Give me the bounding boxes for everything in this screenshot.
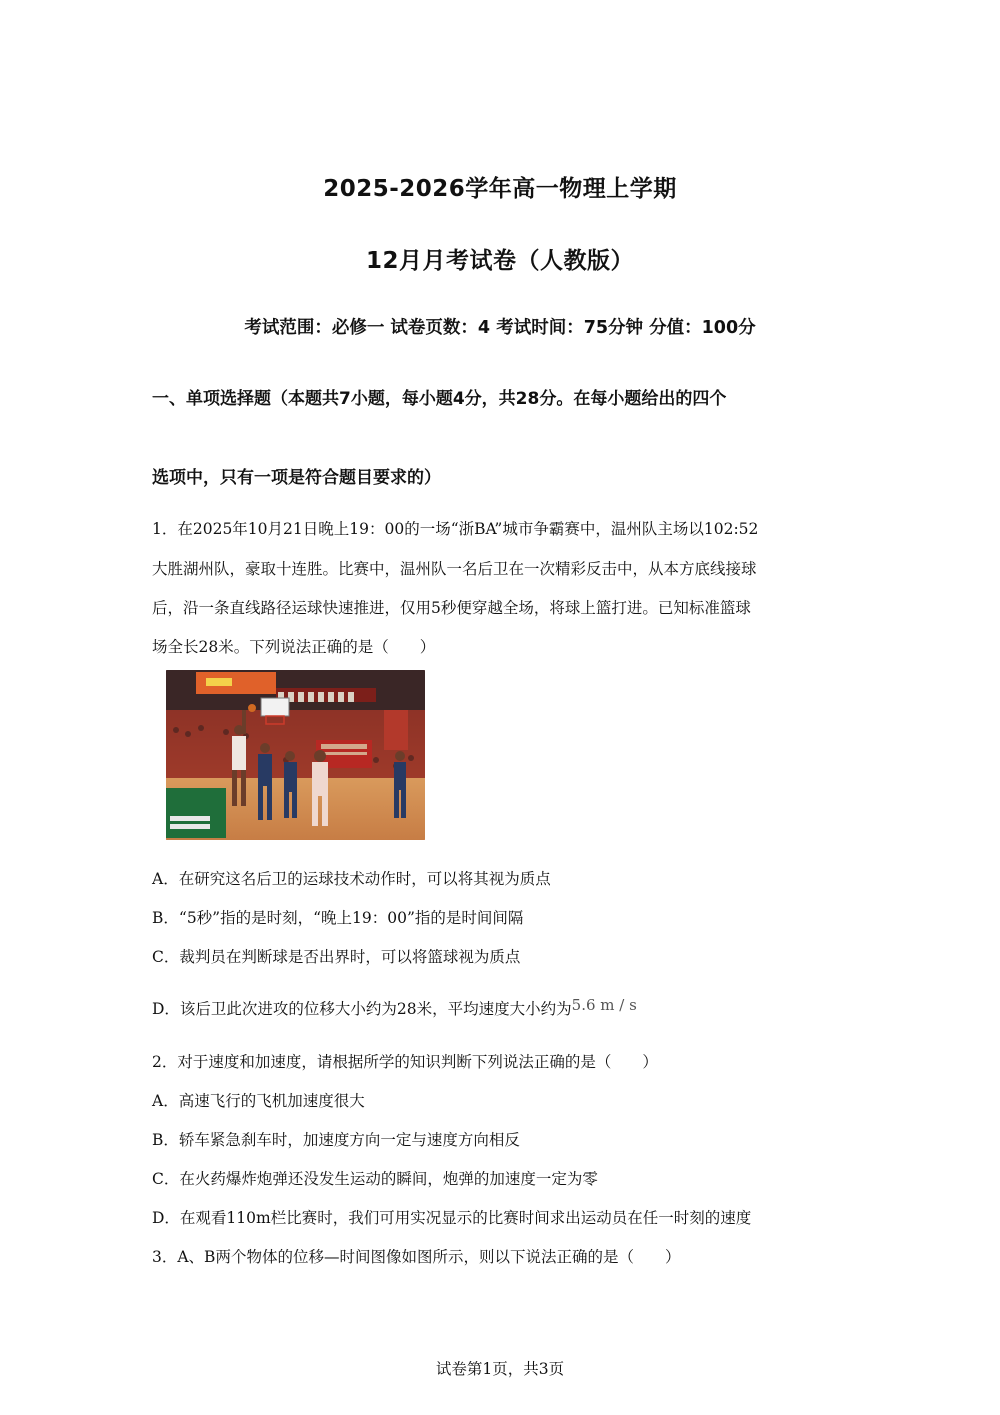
exam-title-line1: 2025-2026学年高一物理上学期 xyxy=(323,176,677,202)
q1-stem-line: 1．在2025年10月21日晚上19：00的一场“浙BA”城市争霸赛中，温州队主场以102:52 xyxy=(152,520,759,538)
q2-option-a: A．高速飞行的飞机加速度很大 xyxy=(152,1092,365,1110)
section-heading-line2: 选项中，只有一项是符合题目要求的） xyxy=(152,468,441,488)
q1-stem-line: 场全长28米。下列说法正确的是（ ） xyxy=(152,638,436,656)
q2-option-d: D．在观看110m栏比赛时，我们可用实况显示的比赛时间求出运动员在任一时刻的速度 xyxy=(152,1209,752,1227)
q2-option-b: B．轿车紧急刹车时，加速度方向一定与速度方向相反 xyxy=(152,1131,520,1149)
exam-title-line2: 12月月考试卷（人教版） xyxy=(365,248,634,274)
q1-stem-line: 后，沿一条直线路径运球快速推进，仅用5秒便穿越全场，将球上篮打进。已知标准篮球 xyxy=(152,599,751,617)
q1-option-d-formula: 5.6 m / s xyxy=(571,996,637,1014)
section-heading-line1: 一、单项选择题（本题共7小题，每小题4分，共28分。在每小题给出的四个 xyxy=(152,389,727,409)
q1-option-c: C．裁判员在判断球是否出界时，可以将篮球视为质点 xyxy=(152,948,521,966)
exam-meta-info: 考试范围：必修一 试卷页数：4 考试时间：75分钟 分值：100分 xyxy=(244,318,756,338)
q1-option-b: B．“5秒”指的是时刻，“晚上19：00”指的是时间间隔 xyxy=(152,909,524,927)
q2-stem: 2．对于速度和加速度，请根据所学的知识判断下列说法正确的是（ ） xyxy=(152,1053,658,1071)
q1-option-d-text: D．该后卫此次进攻的位移大小约为28米，平均速度大小约为 xyxy=(152,1000,572,1018)
basketball-game-photo xyxy=(166,670,425,840)
q1-option-d xyxy=(152,997,637,1019)
q3-stem: 3．A、B两个物体的位移—时间图像如图所示，则以下说法正确的是（ ） xyxy=(152,1248,681,1266)
page-footer: 试卷第1页，共3页 xyxy=(435,1360,565,1378)
q1-option-a: A．在研究这名后卫的运球技术动作时，可以将其视为质点 xyxy=(152,870,551,888)
q2-option-c: C．在火药爆炸炮弹还没发生运动的瞬间，炮弹的加速度一定为零 xyxy=(152,1170,598,1188)
q1-stem-line: 大胜湖州队，豪取十连胜。比赛中，温州队一名后卫在一次精彩反击中，从本方底线接球 xyxy=(152,560,757,578)
